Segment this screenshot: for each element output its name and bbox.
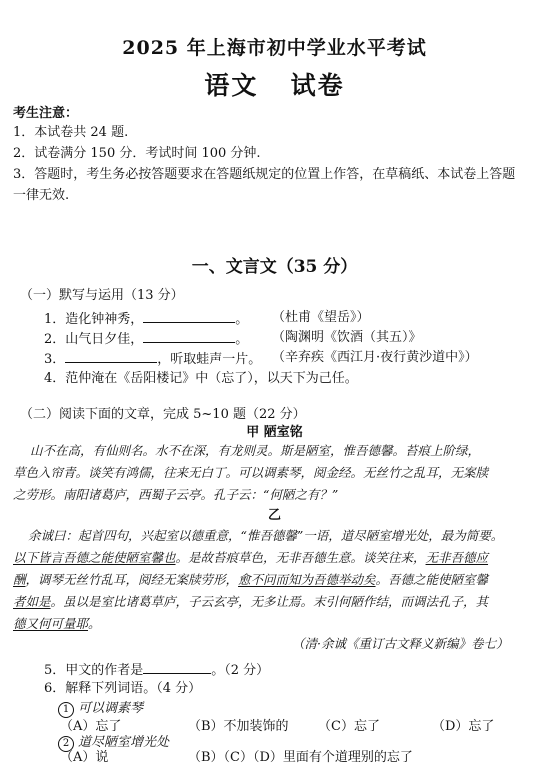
- question-6: 6．解释下列词语。（4 分）: [44, 681, 202, 696]
- text-yi-line: [13, 616, 101, 632]
- text-yi-line: [13, 572, 488, 588]
- underlined-text: 酬: [13, 572, 26, 587]
- underlined-text: 无非吾德应: [425, 550, 489, 565]
- text-jia-title: 甲 陋室铭: [246, 425, 303, 440]
- plain-text: 。是故苔痕草色，无非吾德生意。谈笑往来，: [175, 550, 426, 565]
- text-yi-line: 余诚曰：起首四句，兴起室以德重意，“惟吾德馨”一语，道尽陋室增光处，最为简要。: [28, 528, 504, 543]
- options-row: [0, 718, 549, 735]
- plain-text: 。吾德之能使陋室馨: [375, 572, 489, 587]
- options-row: [0, 749, 549, 765]
- fill-item-post: 。: [235, 312, 249, 327]
- answer-blank: [143, 309, 235, 323]
- part2-heading: （二）阅读下面的文章，完成 5~10 题（22 分）: [20, 407, 306, 422]
- fill-item-4: 4．范仲淹在《岳阳楼记》中（忘了），以天下为己任。: [44, 371, 358, 386]
- subtitle-subject: 语文: [204, 71, 259, 100]
- subtitle-paper: 试卷: [290, 71, 345, 100]
- answer-blank: [65, 349, 157, 363]
- plain-text: 。: [88, 616, 101, 631]
- sub-question-1: [58, 700, 143, 718]
- fill-item-pre: 2．山气日夕佳，: [44, 332, 144, 347]
- underlined-text: 愈不问而知为吾德举动矣: [238, 572, 376, 587]
- plain-text: 。虽以是室比诸葛草庐，子云玄亭，无多让焉。末引何陋作结，而调法孔子，其: [50, 594, 489, 609]
- fill-item-source: （陶渊明《饮酒（其五）》: [272, 330, 422, 345]
- circled-number: 2: [58, 736, 74, 752]
- sub-question-text: 道尽陋室增光处: [78, 735, 170, 750]
- circled-number: 1: [58, 702, 74, 718]
- sub-question-text: 可以调素琴: [78, 701, 144, 716]
- notice-heading: 考生注意：: [13, 106, 79, 121]
- option: （B）不加装饰的: [188, 719, 289, 734]
- question-text: 5．甲文的作者是: [44, 663, 144, 678]
- fill-item-source: （杜甫《望岳》）: [272, 310, 370, 325]
- fill-item-pre: 3．: [44, 352, 66, 367]
- answer-blank: [143, 660, 211, 674]
- notice-item: 2．试卷满分 150 分．考试时间 100 分钟.: [13, 146, 261, 161]
- option: （D）忘了: [432, 719, 495, 734]
- notice-item: 3．答题时，考生务必按答题要求在答题纸规定的位置上作答，在草稿纸、本试卷上答题: [13, 167, 516, 182]
- text-yi-title: 乙: [267, 508, 281, 523]
- section-title: 一、文言文（35 分）: [191, 257, 358, 277]
- option: （B）（C）（D）里面有个道理别的忘了: [188, 750, 413, 765]
- exam-title: 2025 年上海市初中学业水平考试: [122, 37, 427, 59]
- fill-item-2: [44, 329, 248, 348]
- fill-item-post: ，听取蛙声一片。: [157, 352, 262, 367]
- text-jia-line: 之劳形。南阳诸葛庐，西蜀子云亭。孔子云：“何陋之有？”: [13, 487, 339, 502]
- underlined-text: 以下皆言吾德之能使陋室馨也: [13, 550, 176, 565]
- fill-item-post: 。: [235, 332, 249, 347]
- text-jia-line: 草色入帘青。谈笑有鸿儒，往来无白丁。可以调素琴，阅金经。无丝竹之乱耳，无案牍: [13, 465, 489, 480]
- option: （A）说: [60, 750, 109, 765]
- underlined-text: 德又何可量耶: [13, 616, 89, 631]
- underlined-text: 者如是: [13, 594, 51, 609]
- option: （C）忘了: [318, 719, 380, 734]
- question-text: 。（2 分）: [211, 663, 270, 678]
- exam-subtitle: [0, 66, 549, 102]
- notice-item: 1．本试卷共 24 题.: [13, 125, 129, 140]
- option: （A）忘了: [60, 719, 122, 734]
- plain-text: ，调琴无丝竹乱耳，阅经无案牍劳形，: [25, 572, 239, 587]
- part1-heading: （一）默写与运用（13 分）: [20, 288, 184, 303]
- fill-item-1: [44, 309, 248, 328]
- text-jia-line: 山不在高，有仙则名。水不在深，有龙则灵。斯是陋室，惟吾德馨。苔痕上阶绿，: [30, 443, 481, 458]
- text-yi-line: [13, 594, 488, 610]
- text-yi-line: [13, 550, 488, 566]
- text-source: （清·余诚《重订古文释义新编》卷七）: [292, 636, 509, 651]
- fill-item-pre: 1．造化钟神秀，: [44, 312, 144, 327]
- notice-item: 一律无效.: [13, 188, 70, 203]
- fill-item-source: （辛弃疾《西江月·夜行黄沙道中》）: [272, 350, 478, 365]
- fill-item-3: [44, 349, 261, 368]
- answer-blank: [143, 329, 235, 343]
- question-5: [44, 660, 269, 679]
